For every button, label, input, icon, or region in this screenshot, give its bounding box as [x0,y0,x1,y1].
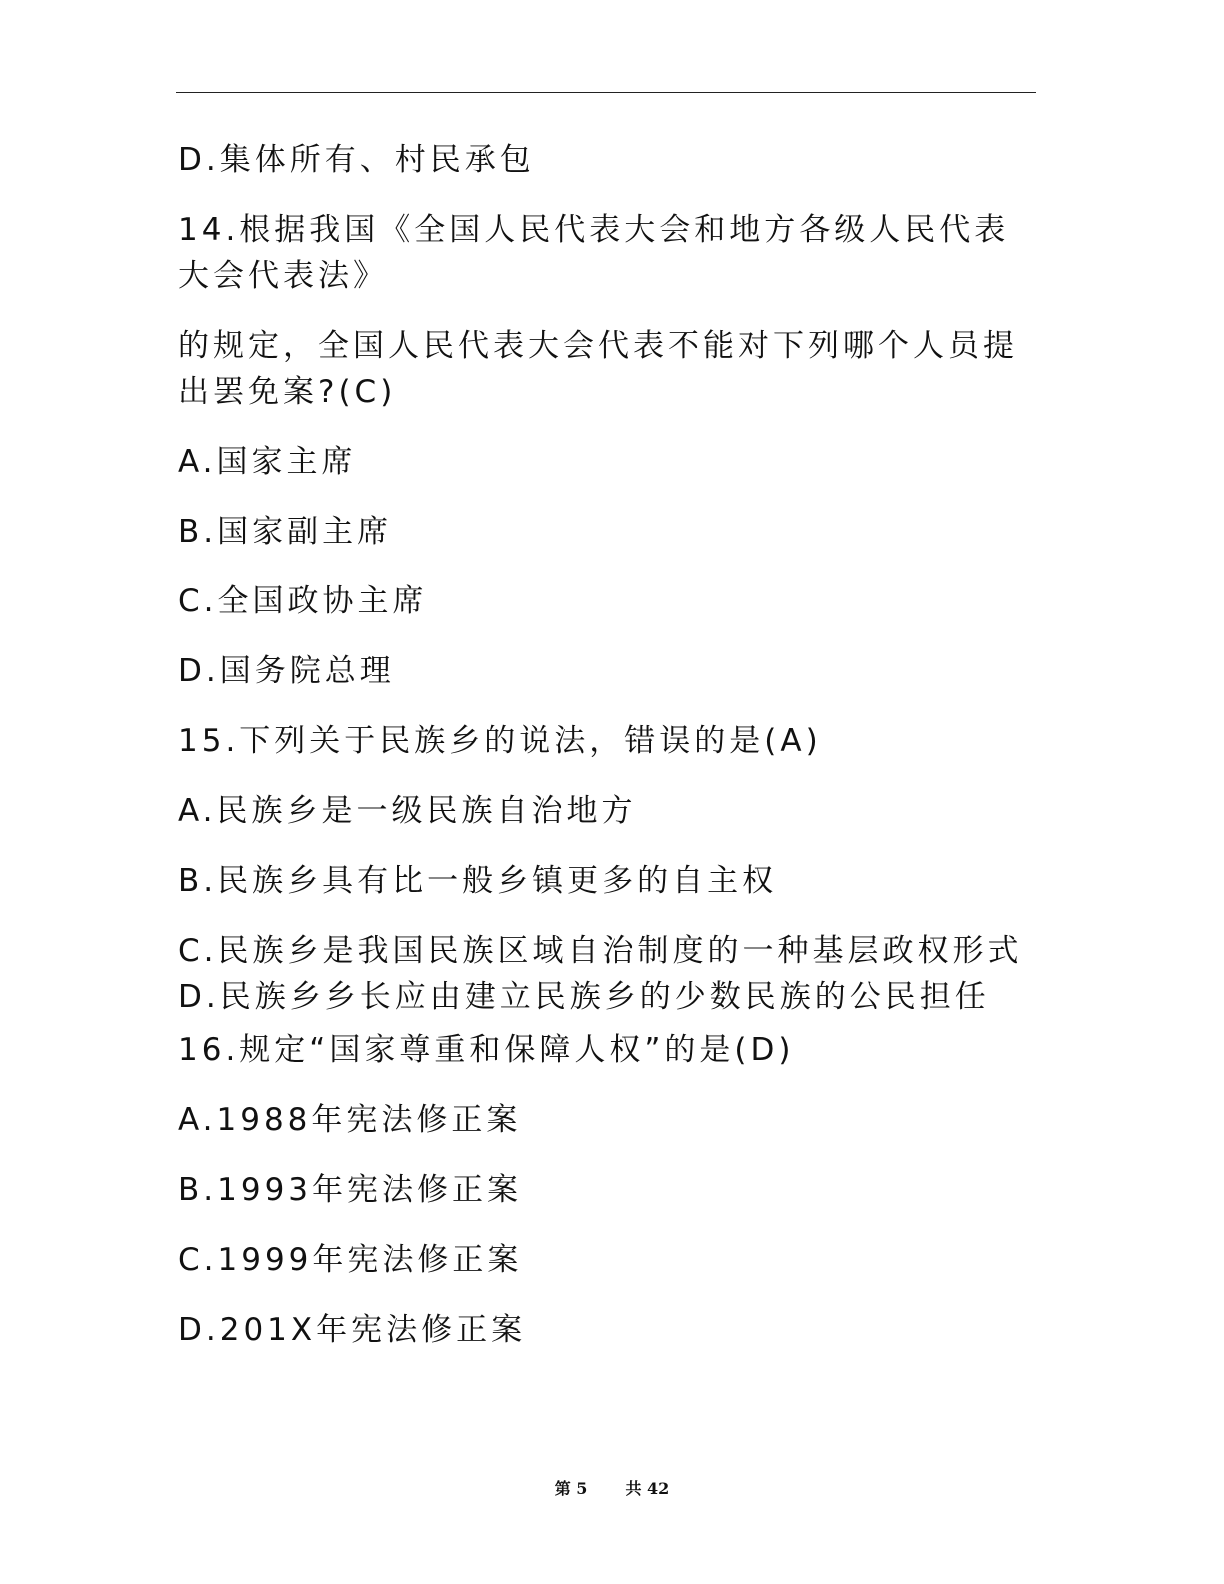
option-15-d: D.民族乡乡长应由建立民族乡的少数民族的公民担任 [178,979,990,1015]
option-15-a: A.民族乡是一级民族自治地方 [178,793,637,829]
page-number: 第 5 [554,1479,588,1498]
option-16-d: D.201X年宪法修正案 [178,1312,527,1348]
option-16-c: C.1999年宪法修正案 [178,1242,523,1278]
option-13-d: D.集体所有、村民承包 [178,142,535,178]
question-15: 15.下列关于民族乡的说法，错误的是(A) [178,723,822,759]
page-footer [0,1476,1224,1499]
option-16-b: B.1993年宪法修正案 [178,1172,523,1208]
option-14-b: B.国家副主席 [178,514,393,550]
option-14-d: D.国务院总理 [178,653,395,689]
question-14-line-4: 出罢免案?(C) [178,374,397,410]
page-total: 共 42 [625,1479,670,1498]
question-14-line-1: 14.根据我国《全国人民代表大会和地方各级人民代表 [178,212,1010,248]
option-14-c: C.全国政协主席 [178,583,428,619]
question-16: 16.规定“国家尊重和保障人权”的是(D) [178,1032,795,1068]
option-15-b: B.民族乡具有比一般乡镇更多的自主权 [178,863,778,899]
header-rule [176,92,1036,93]
option-14-a: A.国家主席 [178,444,357,480]
option-15-c: C.民族乡是我国民族区域自治制度的一种基层政权形式 [178,933,1023,969]
question-14-line-2: 大会代表法》 [178,258,388,294]
option-16-a: A.1988年宪法修正案 [178,1102,522,1138]
question-14-line-3: 的规定，全国人民代表大会代表不能对下列哪个人员提 [178,328,1018,364]
